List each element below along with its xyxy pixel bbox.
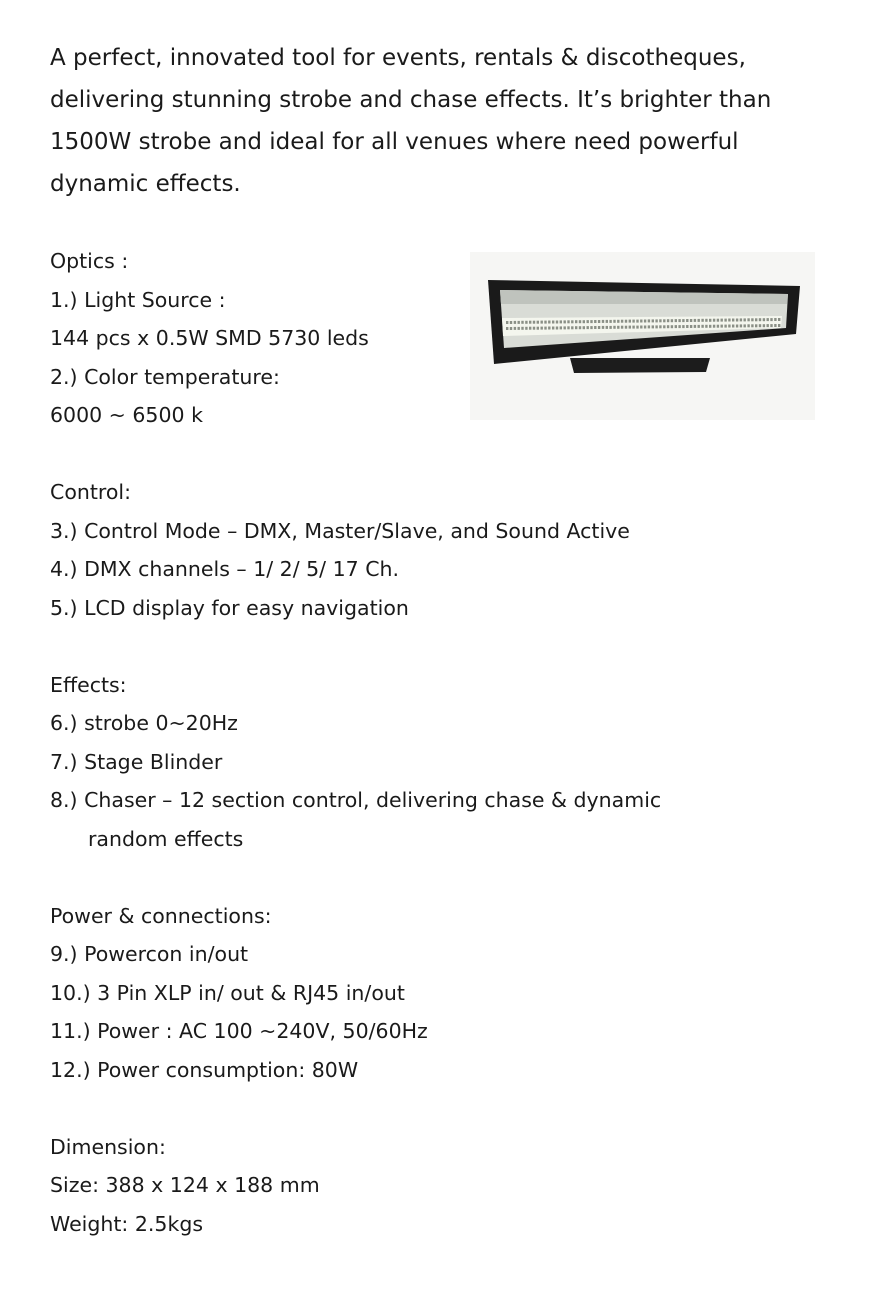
spec-item: 3.) Control Mode – DMX, Master/Slave, and Sound Active: [50, 518, 630, 543]
spec-item: 6.) strobe 0~20Hz: [50, 711, 238, 735]
spec-item: 9.) Powercon in/out: [50, 942, 249, 966]
specifications: [50, 242, 850, 1243]
spec-item: 1.) Light Source :: [50, 287, 226, 312]
spec-item-continuation: random effects: [88, 826, 244, 851]
section-spacer: [50, 858, 850, 897]
section-spacer: [50, 627, 850, 666]
section-spacer: [50, 1089, 850, 1128]
spec-item: 4.) DMX channels – 1/ 2/ 5/ 17 Ch.: [50, 557, 400, 581]
intro-line: dynamic effects.: [50, 171, 241, 197]
section-heading-power: Power & connections:: [50, 903, 272, 928]
section-heading-optics: Optics :: [50, 249, 129, 273]
section-heading-dimension: Dimension:: [50, 1134, 166, 1159]
spec-item: 12.) Power consumption: 80W: [50, 1057, 359, 1082]
spec-item: 11.) Power : AC 100 ~240V, 50/60Hz: [50, 1019, 428, 1043]
section-spacer: [50, 435, 850, 474]
spec-item: 144 pcs x 0.5W SMD 5730 leds: [50, 326, 369, 350]
spec-item: 5.) LCD display for easy navigation: [50, 595, 409, 620]
spec-item: 8.) Chaser – 12 section control, delivering chase & dynamic: [50, 788, 662, 812]
intro-paragraph: [50, 37, 840, 205]
intro-line: A perfect, innovated tool for events, rentals & discotheques,: [50, 45, 746, 71]
spec-item: 2.) Color temperature:: [50, 364, 280, 389]
spec-item: Size: 388 x 124 x 188 mm: [50, 1173, 320, 1197]
spec-item: Weight: 2.5kgs: [50, 1211, 204, 1236]
intro-line: delivering stunning strobe and chase effects. It’s brighter than: [50, 87, 772, 113]
section-heading-control: Control:: [50, 480, 132, 504]
spec-item: 7.) Stage Blinder: [50, 749, 223, 774]
spec-item: 6000 ~ 6500 k: [50, 403, 203, 427]
intro-line: 1500W strobe and ideal for all venues where need powerful: [50, 129, 739, 155]
spec-item: 10.) 3 Pin XLP in/ out & RJ45 in/out: [50, 980, 405, 1005]
section-heading-effects: Effects:: [50, 672, 127, 697]
